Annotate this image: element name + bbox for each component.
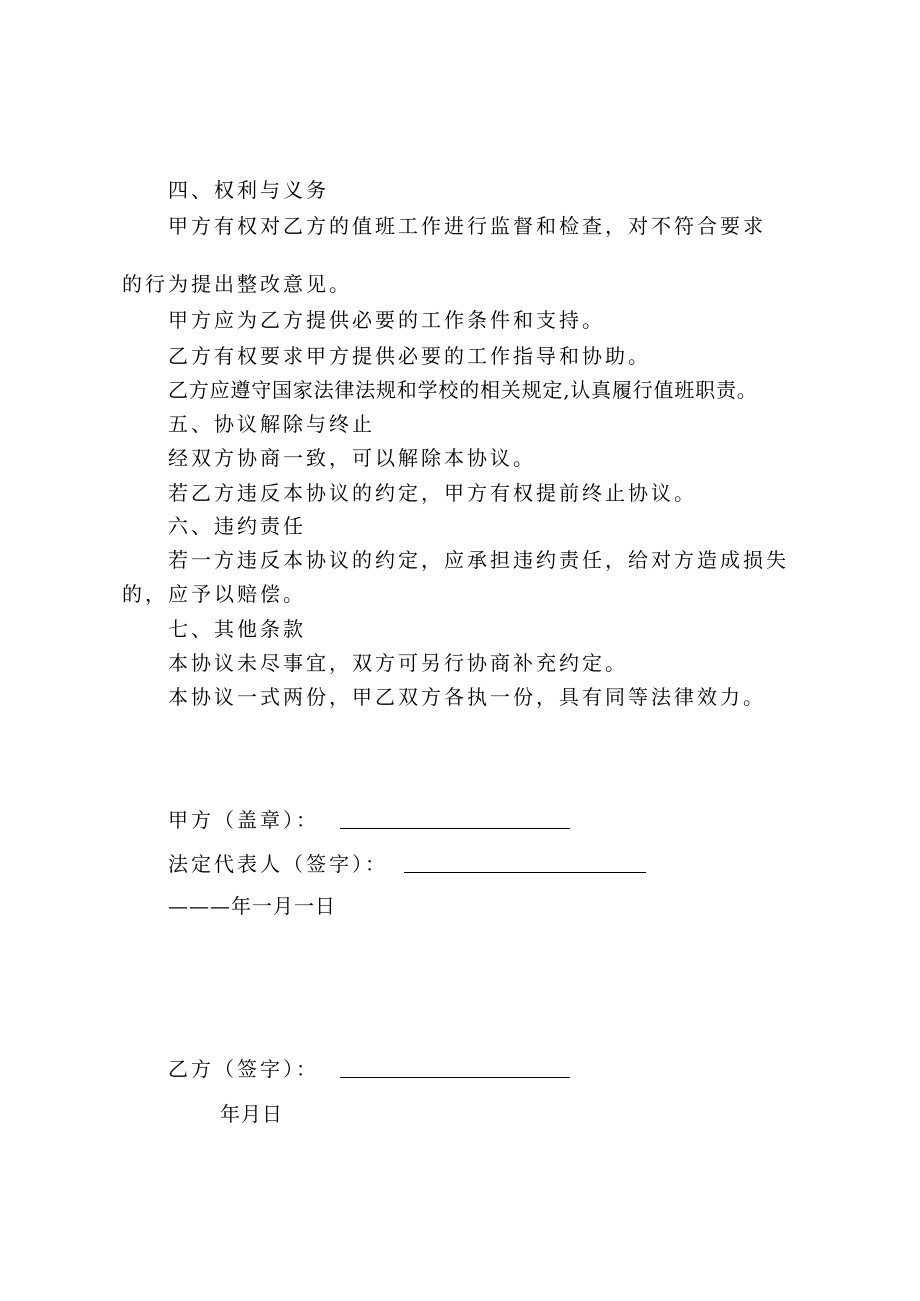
party-a-seal-line[interactable] bbox=[340, 828, 570, 829]
section4-heading: 四、权利与义务 bbox=[168, 178, 329, 202]
party-a-seal-label: 甲方（盖章）： bbox=[168, 808, 319, 832]
section5-heading: 五、协议解除与终止 bbox=[168, 412, 375, 436]
section5-clause1: 经双方协商一致，可以解除本协议。 bbox=[168, 446, 536, 470]
legal-rep-sign-line[interactable] bbox=[404, 872, 646, 873]
party-b-date: 年月日 bbox=[220, 1102, 283, 1126]
section4-clause1-line2: 的行为提出整改意见。 bbox=[122, 272, 352, 296]
section6-heading: 六、违约责任 bbox=[168, 514, 306, 538]
legal-rep-label: 法定代表人（签字）： bbox=[168, 852, 388, 876]
section4-clause2: 甲方应为乙方提供必要的工作条件和支持。 bbox=[168, 308, 605, 332]
section4-clause4: 乙方应遵守国家法律法规和学校的相关规定,认真履行值班职责。 bbox=[168, 378, 758, 402]
section6-clause1-line1: 若一方违反本协议的约定，应承担违约责任，给对方造成损失 bbox=[168, 548, 789, 572]
section4-clause1-line1: 甲方有权对乙方的值班工作进行监督和检查，对不符合要求 bbox=[168, 214, 766, 238]
section6-clause1-line2: 的，应予以赔偿。 bbox=[122, 582, 306, 606]
section5-clause2: 若乙方违反本协议的约定，甲方有权提前终止协议。 bbox=[168, 481, 697, 505]
section7-clause2: 本协议一式两份，甲乙双方各执一份，具有同等法律效力。 bbox=[168, 685, 766, 709]
section7-heading: 七、其他条款 bbox=[168, 617, 306, 641]
section7-clause1: 本协议未尽事宜，双方可另行协商补充约定。 bbox=[168, 651, 628, 675]
section4-clause3: 乙方有权要求甲方提供必要的工作指导和协助。 bbox=[168, 344, 651, 368]
party-a-date: ———年一月一日 bbox=[168, 894, 336, 918]
party-b-sign-label: 乙方（签字）： bbox=[168, 1057, 319, 1081]
party-b-sign-line[interactable] bbox=[340, 1077, 570, 1078]
